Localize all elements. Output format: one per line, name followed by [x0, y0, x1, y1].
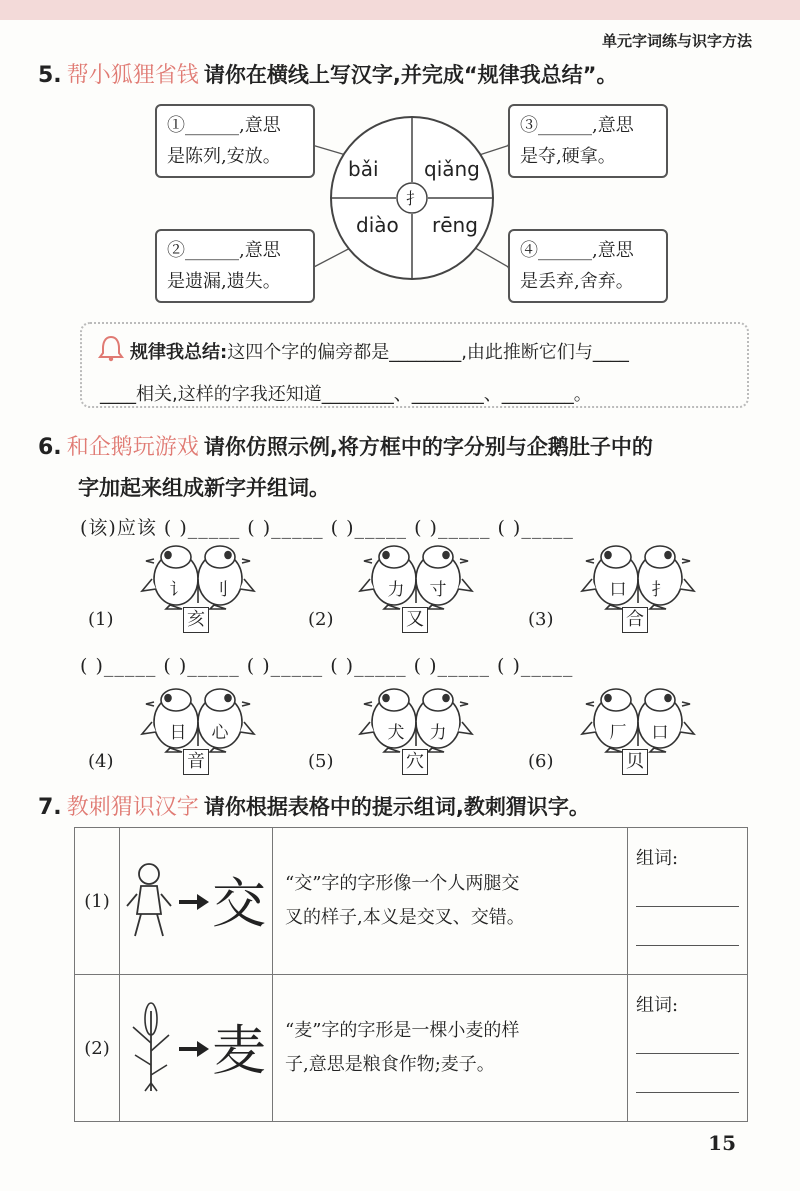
q6-group-2-left-char: 力	[387, 580, 405, 600]
q5-summary-line2: ____相关,这样的字我还知道________、________、________。	[100, 384, 592, 405]
q6-group-3-box-char: 合	[622, 607, 648, 633]
q7-row-2	[75, 975, 748, 1122]
q7-row-1-label: (1)	[75, 828, 120, 975]
q5-box-1-line2: 是陈列,安放。	[167, 146, 281, 167]
q7-row-2-image	[120, 975, 273, 1122]
q5-box-3-line1: ③______,意思	[520, 115, 634, 136]
q6-group-1-right-char: 刂	[211, 580, 229, 600]
q7-row-1-image	[120, 828, 273, 975]
q7-row-2-label: (2)	[75, 975, 120, 1122]
q6-group-5-box-char: 穴	[402, 749, 428, 775]
q7-table	[74, 827, 748, 1122]
q5-box-2-line1: ②______,意思	[167, 240, 281, 261]
q6-instruction-2: 字加起来组成新字并组词。	[78, 476, 330, 500]
person-evolution-icon	[121, 844, 271, 954]
q5-summary-label: 规律我总结:	[130, 342, 228, 363]
q5-box-4-line1: ④______,意思	[520, 240, 634, 261]
q6-group-1-label: (1)	[88, 609, 114, 630]
pinyin-qiang: qiǎng	[424, 157, 480, 181]
q7-row-2-blank-2[interactable]	[636, 1092, 739, 1093]
q6-group-6-label: (6)	[528, 751, 554, 772]
pinyin-diao: diào	[356, 213, 399, 237]
q6-group-2-box-char: 又	[402, 607, 428, 633]
wheat-evolution-icon	[121, 991, 271, 1101]
radical-shou: 扌	[405, 189, 422, 208]
q5-box-4-line2: 是丢弃,舍弃。	[520, 271, 634, 292]
q6-group-3-right-char: 扌	[651, 580, 669, 600]
ancient-jiao-char: 交	[212, 872, 266, 935]
q6-group-5-label: (5)	[308, 751, 334, 772]
q7-row-1-blank-2[interactable]	[636, 945, 739, 946]
q7-row-2-desc-line1: “麦”字的字形是一棵小麦的样	[285, 1020, 520, 1041]
chapter-title: 单元字词练与识字方法	[601, 32, 752, 50]
q7-row-2-word-label: 组词:	[636, 995, 679, 1016]
q7-row-2-description	[273, 975, 628, 1122]
q6-group-4-left-char: 日	[169, 723, 187, 743]
q5-summary-text1: 这四个字的偏旁都是________,由此推断它们与____	[227, 342, 629, 363]
q6-group-6-right-char: 口	[651, 723, 669, 743]
q6-group-5-left-char: 犬	[387, 723, 405, 743]
q6-group-4-right-char: 心	[211, 723, 229, 743]
q6-answer-row-2: ( )_____ ( )_____ ( )_____ ( )_____ ( )_____ ( )_____	[80, 655, 574, 677]
q7-row-1-blank-1[interactable]	[636, 906, 739, 907]
q7-number: 7.	[38, 795, 62, 820]
q5-box-1-line1: ①______,意思	[167, 115, 281, 136]
page-number: 15	[708, 1131, 736, 1155]
q6-group-1-left-char: 讠	[169, 580, 187, 600]
q6-group-3-left-char: 口	[609, 580, 627, 600]
q7-instruction: 请你根据表格中的提示组词,教刺猬识字。	[203, 795, 590, 819]
q6-group-6-box-char: 贝	[622, 749, 648, 775]
q6-group-2-right-char: 寸	[429, 580, 447, 600]
q7-title: 教刺猬识汉字	[66, 795, 199, 820]
q6-group-4-label: (4)	[88, 751, 114, 772]
q7-row-2-blank-1[interactable]	[636, 1053, 739, 1054]
q5-box-2-line2: 是遗漏,遗失。	[167, 271, 281, 292]
q7-row-2-answer	[628, 975, 748, 1122]
q7-row-1-description	[273, 828, 628, 975]
q5-title: 帮小狐狸省钱	[66, 63, 199, 88]
q7-row-1	[75, 828, 748, 975]
q7-row-1-answer	[628, 828, 748, 975]
q6-group-2-label: (2)	[308, 609, 334, 630]
pinyin-reng: rēng	[432, 213, 478, 237]
q6-group-4-box-char: 音	[183, 749, 209, 775]
q7-heading	[38, 790, 590, 821]
pinyin-bai: bǎi	[348, 157, 379, 181]
q6-answer-row-1: (该)应该 ( )_____ ( )_____ ( )_____ ( )_____ ( )_____	[80, 517, 574, 539]
q7-row-1-desc-line1: “交”字的字形像一个人两腿交	[285, 873, 520, 894]
ancient-mai-char: 麦	[212, 1019, 266, 1082]
q6-group-6-left-char: 厂	[609, 723, 627, 743]
q5-number: 5.	[38, 63, 62, 88]
q7-row-2-desc-line2: 子,意思是粮食作物;麦子。	[285, 1054, 495, 1075]
q7-row-1-desc-line2: 叉的样子,本义是交叉、交错。	[285, 907, 525, 928]
q5-instruction: 请你在横线上写汉字,并完成“规律我总结”。	[203, 63, 618, 87]
q6-number: 6.	[38, 435, 62, 460]
q6-group-1-box-char: 亥	[183, 607, 209, 633]
q7-row-1-word-label: 组词:	[636, 848, 679, 869]
q6-title: 和企鹅玩游戏	[66, 435, 199, 460]
q6-group-3-label: (3)	[528, 609, 554, 630]
q6-group-5-right-char: 力	[429, 723, 447, 743]
q5-box-3-line2: 是夺,硬拿。	[520, 146, 616, 167]
q6-instruction-1: 请你仿照示例,将方框中的字分别与企鹅肚子中的	[203, 435, 653, 459]
